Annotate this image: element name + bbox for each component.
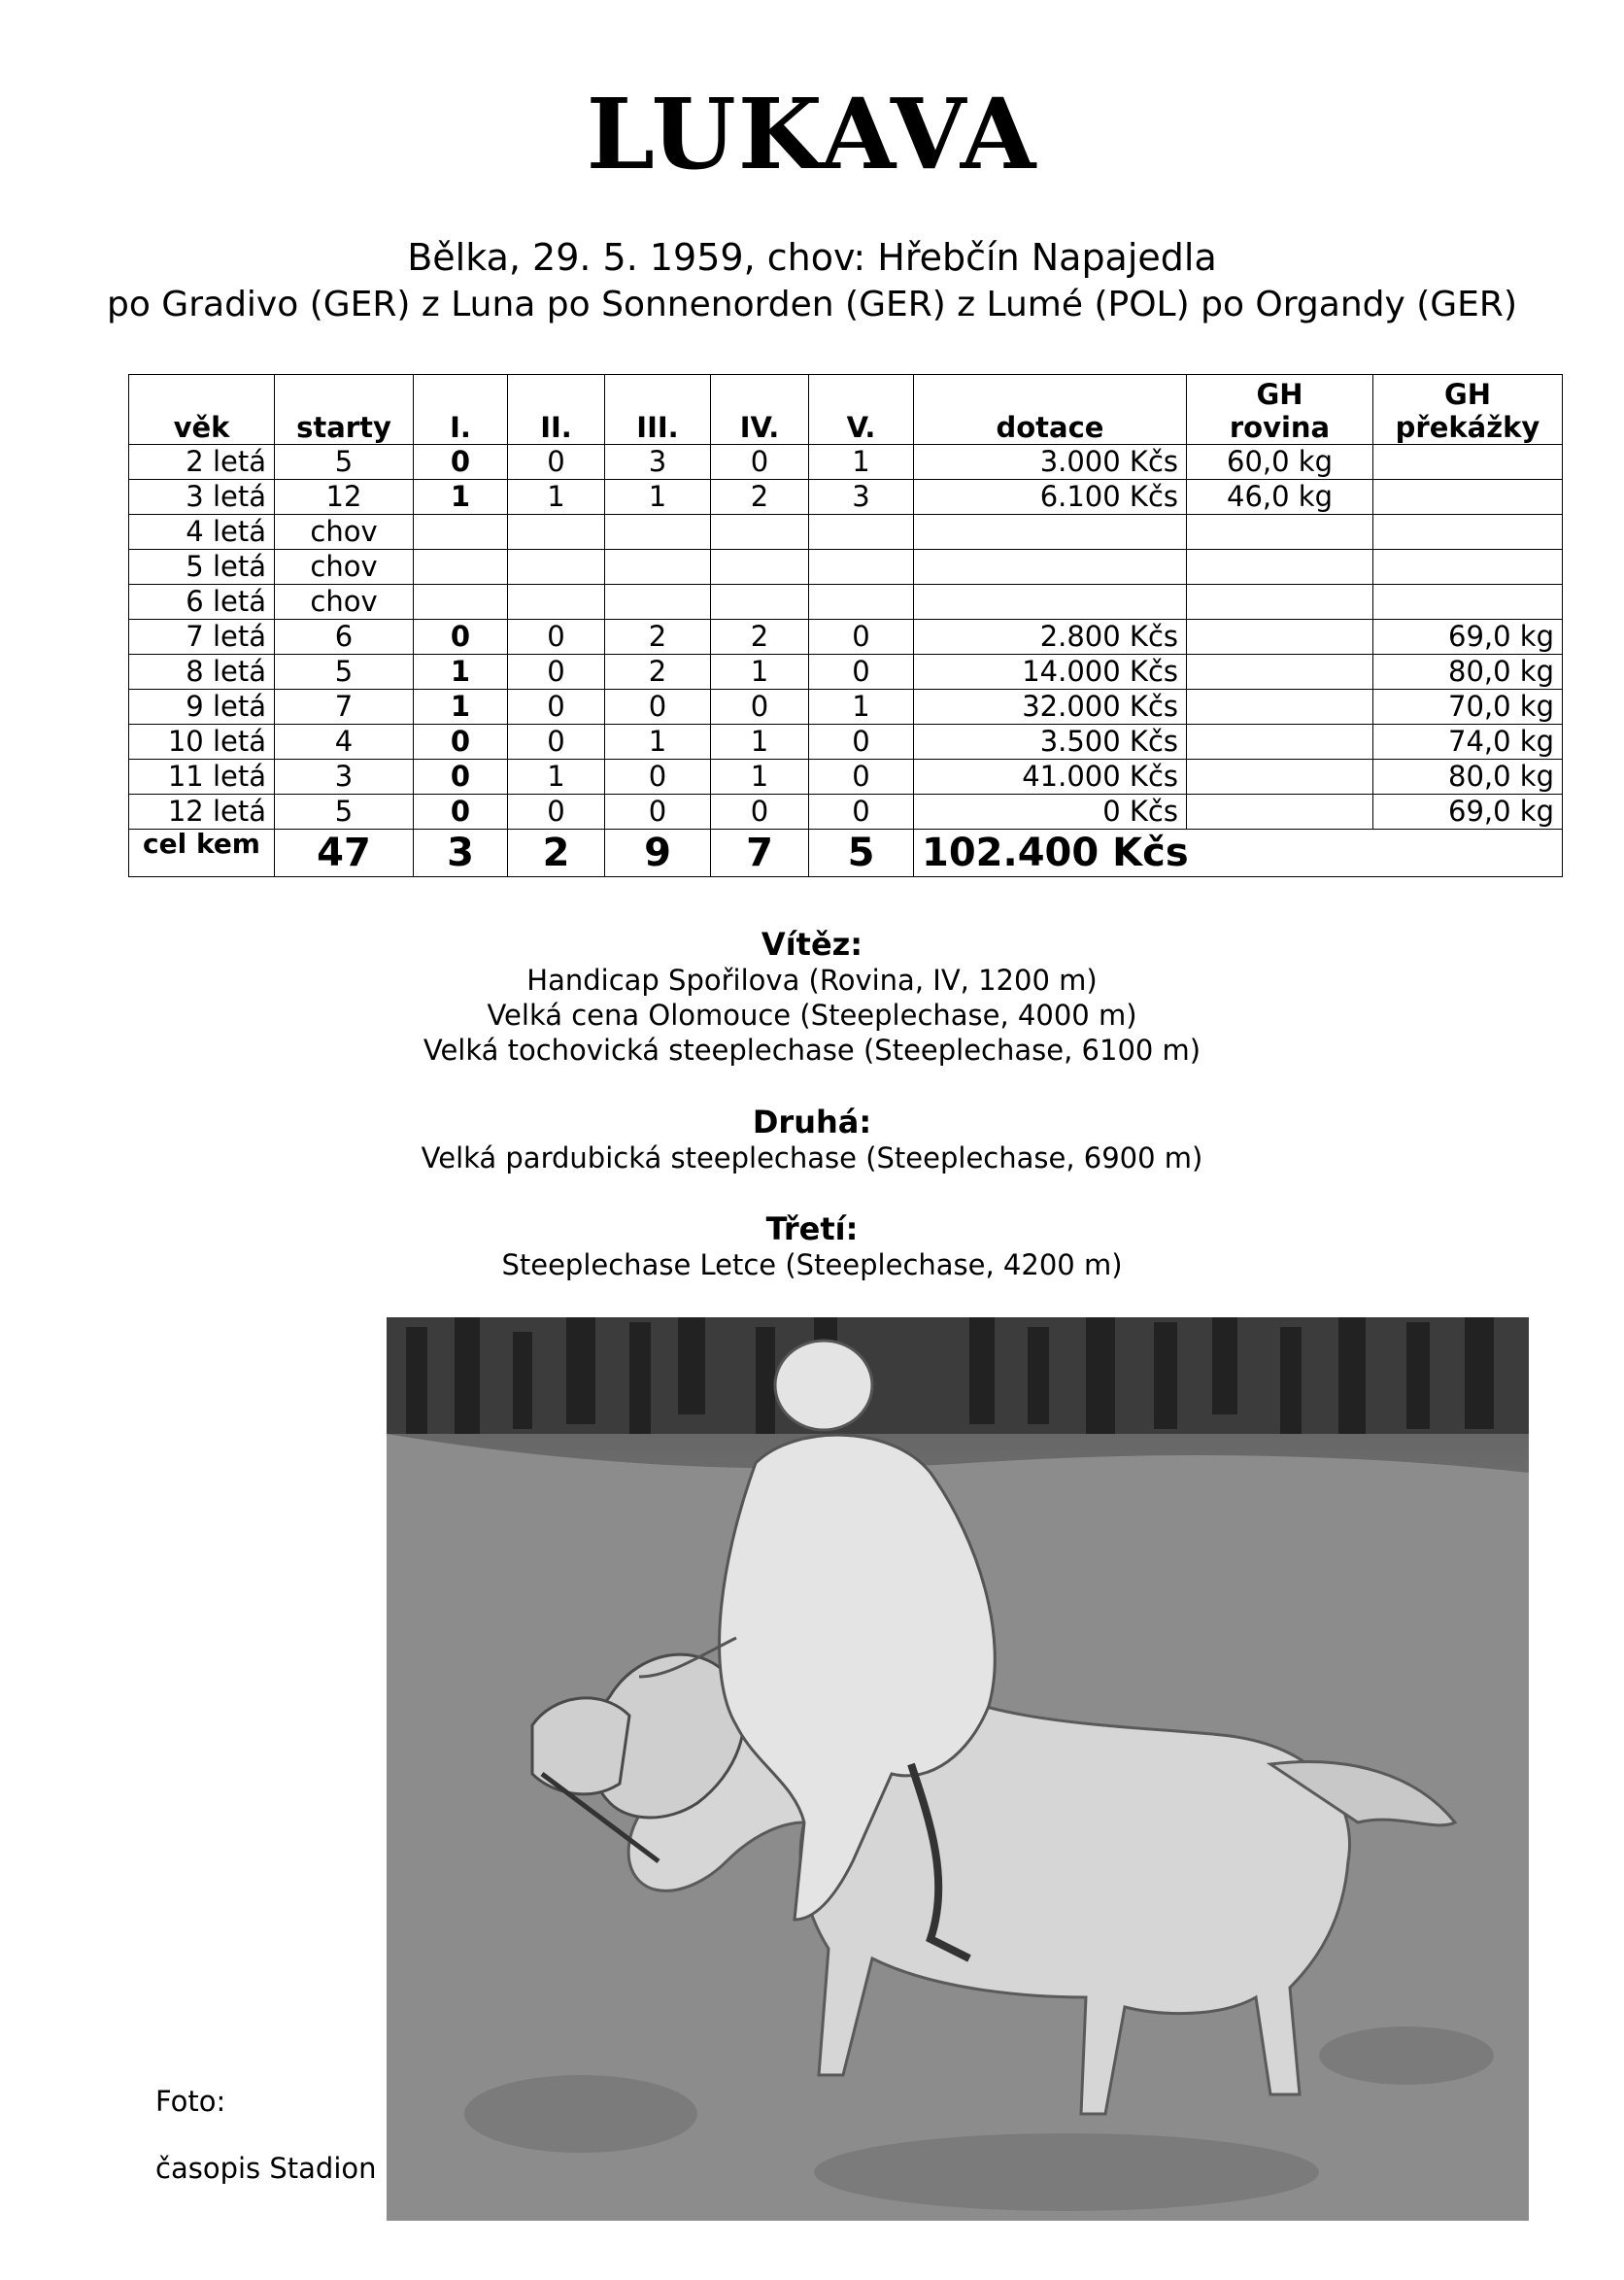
- header-gh-jump: [1373, 375, 1563, 445]
- cell-p3: [605, 515, 711, 550]
- cell-p4: [711, 585, 809, 620]
- race-stats-table: [128, 374, 1563, 877]
- cell-p2: [508, 585, 605, 620]
- cell-p5: 1: [809, 445, 914, 480]
- cell-p2: [508, 550, 605, 585]
- cell-gh-jump: [1373, 550, 1563, 585]
- total-place-1: 3: [414, 830, 508, 877]
- cell-gh-jump: 80,0 kg: [1373, 760, 1563, 795]
- total-place-2: 2: [508, 830, 605, 877]
- cell-prize: [914, 515, 1187, 550]
- cell-p5: 0: [809, 655, 914, 690]
- cell-p4: 0: [711, 795, 809, 830]
- table-row: [129, 515, 1563, 550]
- table-row: [129, 585, 1563, 620]
- table-total-row: [129, 830, 1563, 877]
- winner-race: Velká cena Olomouce (Steeplechase, 4000 m): [487, 999, 1137, 1032]
- header-gh-jump-line2: překážky: [1395, 411, 1540, 444]
- photo-caption-label: Foto:: [155, 2085, 226, 2118]
- cell-starts: 5: [275, 795, 414, 830]
- second-section: [0, 1104, 1624, 1175]
- cell-prize: [914, 585, 1187, 620]
- cell-p2: 1: [508, 760, 605, 795]
- cell-age: 8 letá: [129, 655, 275, 690]
- cell-starts: 5: [275, 655, 414, 690]
- cell-gh-jump: 70,0 kg: [1373, 690, 1563, 725]
- cell-p5: [809, 515, 914, 550]
- cell-gh-jump: 69,0 kg: [1373, 620, 1563, 655]
- cell-p1: [414, 550, 508, 585]
- total-place-3: 9: [605, 830, 711, 877]
- cell-p4: 2: [711, 620, 809, 655]
- cell-p1: 0: [414, 620, 508, 655]
- cell-p2: 1: [508, 480, 605, 515]
- header-gh-jump-line1: GH: [1443, 378, 1492, 411]
- cell-gh-jump: 69,0 kg: [1373, 795, 1563, 830]
- cell-p5: 3: [809, 480, 914, 515]
- cell-age: 9 letá: [129, 690, 275, 725]
- cell-age: 7 letá: [129, 620, 275, 655]
- cell-age: 10 letá: [129, 725, 275, 760]
- cell-age: 6 letá: [129, 585, 275, 620]
- cell-p5: 0: [809, 795, 914, 830]
- cell-p1: 1: [414, 655, 508, 690]
- cell-p1: 0: [414, 760, 508, 795]
- cell-p2: 0: [508, 725, 605, 760]
- cell-prize: 6.100 Kčs: [914, 480, 1187, 515]
- table-row: [129, 760, 1563, 795]
- cell-prize: 32.000 Kčs: [914, 690, 1187, 725]
- cell-p5: [809, 550, 914, 585]
- header-age: věk: [129, 375, 275, 445]
- third-heading: Třetí:: [765, 1210, 859, 1247]
- horse-photo: [387, 1317, 1529, 2221]
- cell-p3: 2: [605, 655, 711, 690]
- cell-p3: 1: [605, 725, 711, 760]
- cell-p4: 2: [711, 480, 809, 515]
- cell-starts: 7: [275, 690, 414, 725]
- cell-gh-flat: [1187, 725, 1373, 760]
- table-row: [129, 445, 1563, 480]
- horse-info: Bělka, 29. 5. 1959, chov: Hřebčín Napajedla: [407, 236, 1217, 279]
- cell-p1: 1: [414, 690, 508, 725]
- cell-prize: 0 Kčs: [914, 795, 1187, 830]
- cell-p2: 0: [508, 620, 605, 655]
- cell-gh-flat: [1187, 690, 1373, 725]
- cell-p1: [414, 585, 508, 620]
- third-race: Steeplechase Letce (Steeplechase, 4200 m): [501, 1248, 1123, 1281]
- cell-prize: 3.500 Kčs: [914, 725, 1187, 760]
- header-gh-flat-line1: GH: [1256, 378, 1303, 411]
- total-label: cel kem: [129, 830, 275, 877]
- table-row: [129, 690, 1563, 725]
- table-header-row: [129, 375, 1563, 445]
- cell-p1: 1: [414, 480, 508, 515]
- cell-gh-jump: [1373, 585, 1563, 620]
- cell-age: 4 letá: [129, 515, 275, 550]
- cell-prize: 14.000 Kčs: [914, 655, 1187, 690]
- cell-p2: 0: [508, 690, 605, 725]
- cell-prize: [914, 550, 1187, 585]
- total-prize: 102.400 Kčs: [914, 830, 1563, 877]
- cell-p3: 1: [605, 480, 711, 515]
- cell-age: 3 letá: [129, 480, 275, 515]
- cell-starts: 3: [275, 760, 414, 795]
- header-place-5: V.: [809, 375, 914, 445]
- cell-gh-flat: [1187, 760, 1373, 795]
- cell-gh-flat: [1187, 550, 1373, 585]
- cell-p5: 0: [809, 725, 914, 760]
- cell-gh-jump: [1373, 480, 1563, 515]
- cell-gh-flat: [1187, 620, 1373, 655]
- cell-age: 12 letá: [129, 795, 275, 830]
- third-section: [0, 1210, 1624, 1282]
- table-row: [129, 480, 1563, 515]
- cell-p3: 0: [605, 760, 711, 795]
- header-place-3: III.: [605, 375, 711, 445]
- header-place-2: II.: [508, 375, 605, 445]
- cell-starts: chov: [275, 585, 414, 620]
- cell-p3: 0: [605, 690, 711, 725]
- header-place-1: I.: [414, 375, 508, 445]
- cell-age: 5 letá: [129, 550, 275, 585]
- header-gh-flat-line2: rovina: [1229, 411, 1331, 444]
- header-place-4: IV.: [711, 375, 809, 445]
- pedigree: po Gradivo (GER) z Luna po Sonnenorden (GER) z Lumé (POL) po Organdy (GER): [106, 285, 1517, 324]
- page-title: LUKAVA: [586, 77, 1038, 191]
- cell-gh-flat: [1187, 515, 1373, 550]
- winner-heading: Vítěz:: [761, 926, 863, 963]
- cell-p4: 1: [711, 655, 809, 690]
- cell-p4: 0: [711, 445, 809, 480]
- cell-prize: 3.000 Kčs: [914, 445, 1187, 480]
- cell-p4: [711, 515, 809, 550]
- table-row: [129, 655, 1563, 690]
- cell-p3: 3: [605, 445, 711, 480]
- cell-gh-flat: 46,0 kg: [1187, 480, 1373, 515]
- cell-starts: 4: [275, 725, 414, 760]
- table-row: [129, 550, 1563, 585]
- second-heading: Druhá:: [752, 1104, 872, 1140]
- header-gh-flat: [1187, 375, 1373, 445]
- cell-gh-flat: [1187, 655, 1373, 690]
- winner-section: [0, 926, 1624, 1068]
- cell-p4: 1: [711, 725, 809, 760]
- cell-gh-jump: [1373, 445, 1563, 480]
- header-prize: dotace: [914, 375, 1187, 445]
- cell-gh-flat: [1187, 585, 1373, 620]
- cell-starts: chov: [275, 550, 414, 585]
- winner-race: Velká tochovická steeplechase (Steeplechase, 6100 m): [423, 1034, 1201, 1067]
- cell-p3: [605, 550, 711, 585]
- cell-starts: 5: [275, 445, 414, 480]
- cell-age: 2 letá: [129, 445, 275, 480]
- cell-gh-flat: [1187, 795, 1373, 830]
- cell-p1: [414, 515, 508, 550]
- total-place-5: 5: [809, 830, 914, 877]
- cell-p5: [809, 585, 914, 620]
- cell-gh-jump: [1373, 515, 1563, 550]
- cell-gh-jump: 80,0 kg: [1373, 655, 1563, 690]
- cell-p2: 0: [508, 655, 605, 690]
- cell-prize: 41.000 Kčs: [914, 760, 1187, 795]
- cell-p5: 1: [809, 690, 914, 725]
- winner-race: Handicap Spořilova (Rovina, IV, 1200 m): [526, 964, 1098, 997]
- table-row: [129, 795, 1563, 830]
- horse-rider-image: [387, 1317, 1529, 2221]
- cell-p3: [605, 585, 711, 620]
- cell-gh-jump: 74,0 kg: [1373, 725, 1563, 760]
- cell-p2: 0: [508, 445, 605, 480]
- header-starts: starty: [275, 375, 414, 445]
- cell-p2: 0: [508, 795, 605, 830]
- cell-p3: 2: [605, 620, 711, 655]
- cell-p1: 0: [414, 725, 508, 760]
- table-row: [129, 620, 1563, 655]
- cell-p4: 1: [711, 760, 809, 795]
- cell-p1: 0: [414, 445, 508, 480]
- cell-p1: 0: [414, 795, 508, 830]
- cell-p5: 0: [809, 760, 914, 795]
- second-race: Velká pardubická steeplechase (Steeplechase, 6900 m): [421, 1141, 1203, 1174]
- table-row: [129, 725, 1563, 760]
- cell-age: 11 letá: [129, 760, 275, 795]
- cell-p4: 0: [711, 690, 809, 725]
- cell-p3: 0: [605, 795, 711, 830]
- cell-starts: 6: [275, 620, 414, 655]
- cell-starts: chov: [275, 515, 414, 550]
- cell-p5: 0: [809, 620, 914, 655]
- cell-starts: 12: [275, 480, 414, 515]
- cell-p4: [711, 550, 809, 585]
- total-starts: 47: [275, 830, 414, 877]
- cell-prize: 2.800 Kčs: [914, 620, 1187, 655]
- cell-p2: [508, 515, 605, 550]
- cell-gh-flat: 60,0 kg: [1187, 445, 1373, 480]
- photo-caption-source: časopis Stadion: [155, 2152, 377, 2185]
- total-place-4: 7: [711, 830, 809, 877]
